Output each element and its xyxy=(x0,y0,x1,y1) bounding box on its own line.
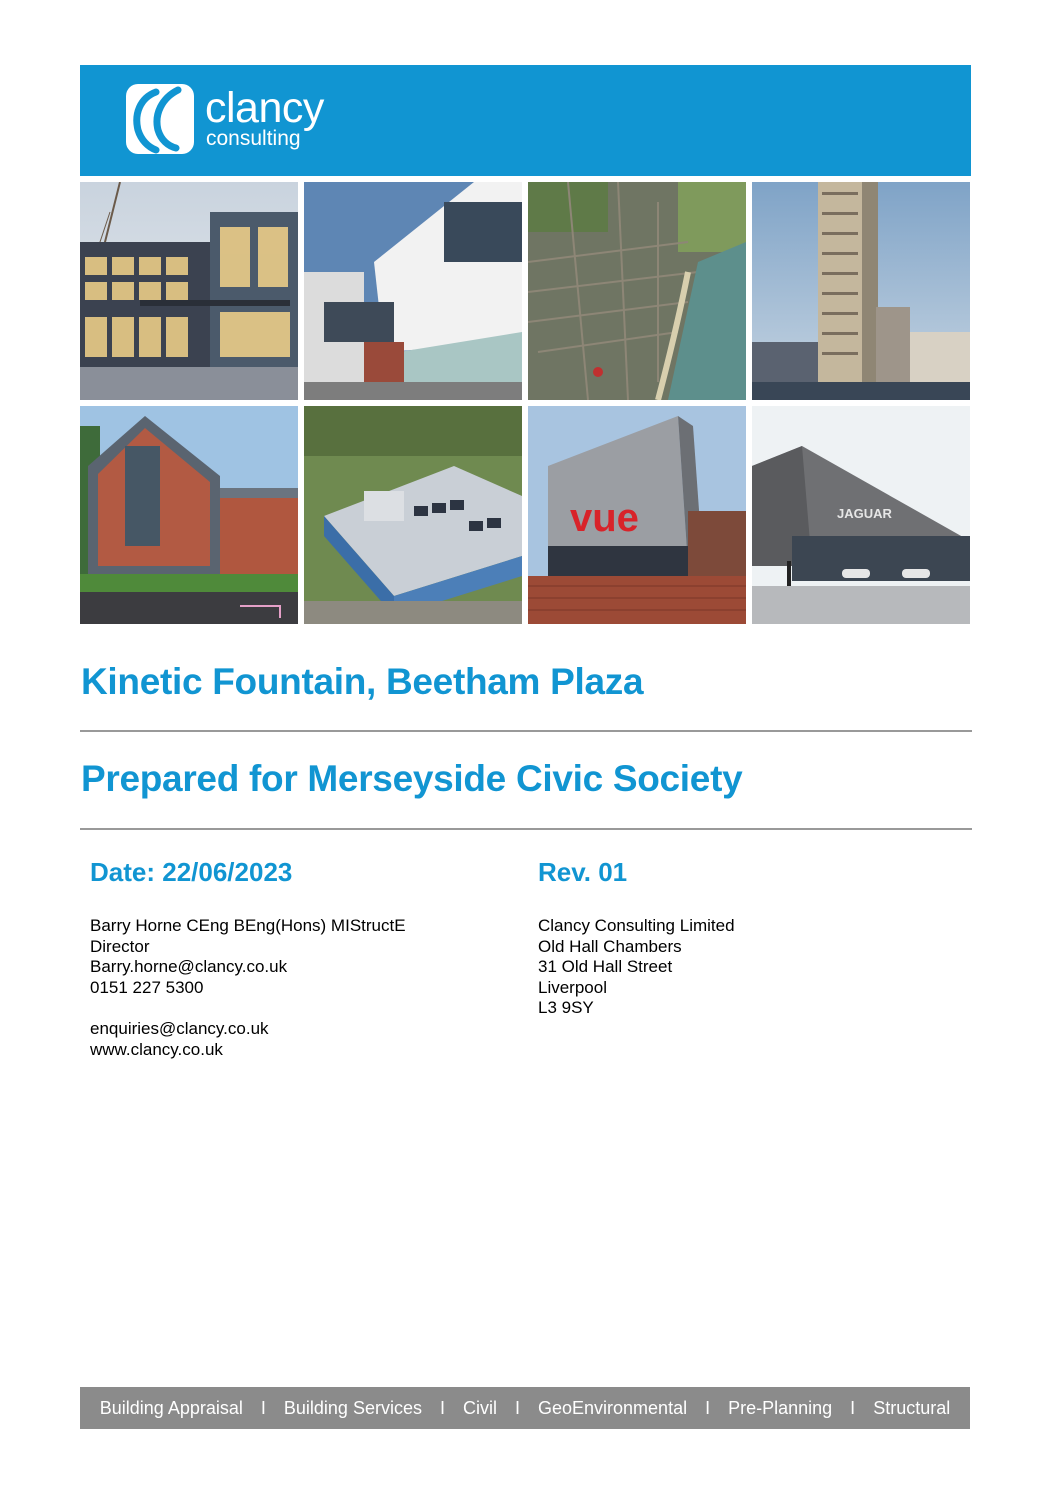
brand-subtitle: consulting xyxy=(206,127,301,150)
separator: I xyxy=(514,1397,520,1418)
services-footer xyxy=(80,1387,970,1429)
contact-role: Director xyxy=(90,936,150,956)
jaguar-sign-icon: JAGUAR xyxy=(837,506,892,521)
revision-number: Rev. 01 xyxy=(538,857,628,887)
aerial-coastal-town-photo xyxy=(528,182,746,400)
service-structural: Structural xyxy=(873,1397,951,1418)
prepared-for-title: Prepared for Merseyside Civic Society xyxy=(81,758,743,799)
vue-sign-icon: vue xyxy=(570,496,639,540)
separator: I xyxy=(260,1397,266,1418)
service-pre-planning: Pre-Planning xyxy=(728,1397,833,1418)
service-building-services: Building Services xyxy=(283,1397,422,1418)
contact-email[interactable]: Barry.horne@clancy.co.uk xyxy=(90,957,288,977)
report-date: Date: 22/06/2023 xyxy=(90,857,293,887)
website-link[interactable]: www.clancy.co.uk xyxy=(90,1039,223,1059)
residential-tower-photo xyxy=(752,182,970,400)
brick-gabled-building-photo xyxy=(80,406,298,624)
contact-name: Barry Horne CEng BEng(Hons) MIStructE xyxy=(90,916,406,935)
address-line-2: 31 Old Hall Street xyxy=(538,957,673,977)
service-building-appraisal: Building Appraisal xyxy=(99,1397,243,1418)
white-modern-building-photo xyxy=(304,182,522,400)
divider xyxy=(80,730,972,732)
service-civil: Civil xyxy=(462,1397,497,1418)
company-name: Clancy Consulting Limited xyxy=(538,916,735,935)
separator: I xyxy=(850,1397,856,1418)
address-postcode: L3 9SY xyxy=(538,998,594,1018)
address-city: Liverpool xyxy=(538,977,607,997)
general-email[interactable]: enquiries@clancy.co.uk xyxy=(90,1018,269,1038)
address-block xyxy=(538,916,735,1019)
jaguar-showroom-photo xyxy=(752,406,970,624)
glass-office-building-photo xyxy=(80,182,298,400)
separator: I xyxy=(705,1397,711,1418)
separator: I xyxy=(439,1397,445,1418)
clancy-logo-icon xyxy=(126,84,194,154)
address-line-1: Old Hall Chambers xyxy=(538,936,682,956)
contact-phone: 0151 227 5300 xyxy=(90,977,204,997)
project-title: Kinetic Fountain, Beetham Plaza xyxy=(81,661,644,702)
service-geoenvironmental: GeoEnvironmental xyxy=(538,1397,688,1418)
divider xyxy=(80,828,972,830)
brand-name: clancy xyxy=(205,84,324,132)
industrial-facility-aerial-photo xyxy=(304,406,522,624)
header-banner xyxy=(80,65,971,176)
contact-block xyxy=(90,916,406,1060)
vue-cinema-photo xyxy=(528,406,746,624)
